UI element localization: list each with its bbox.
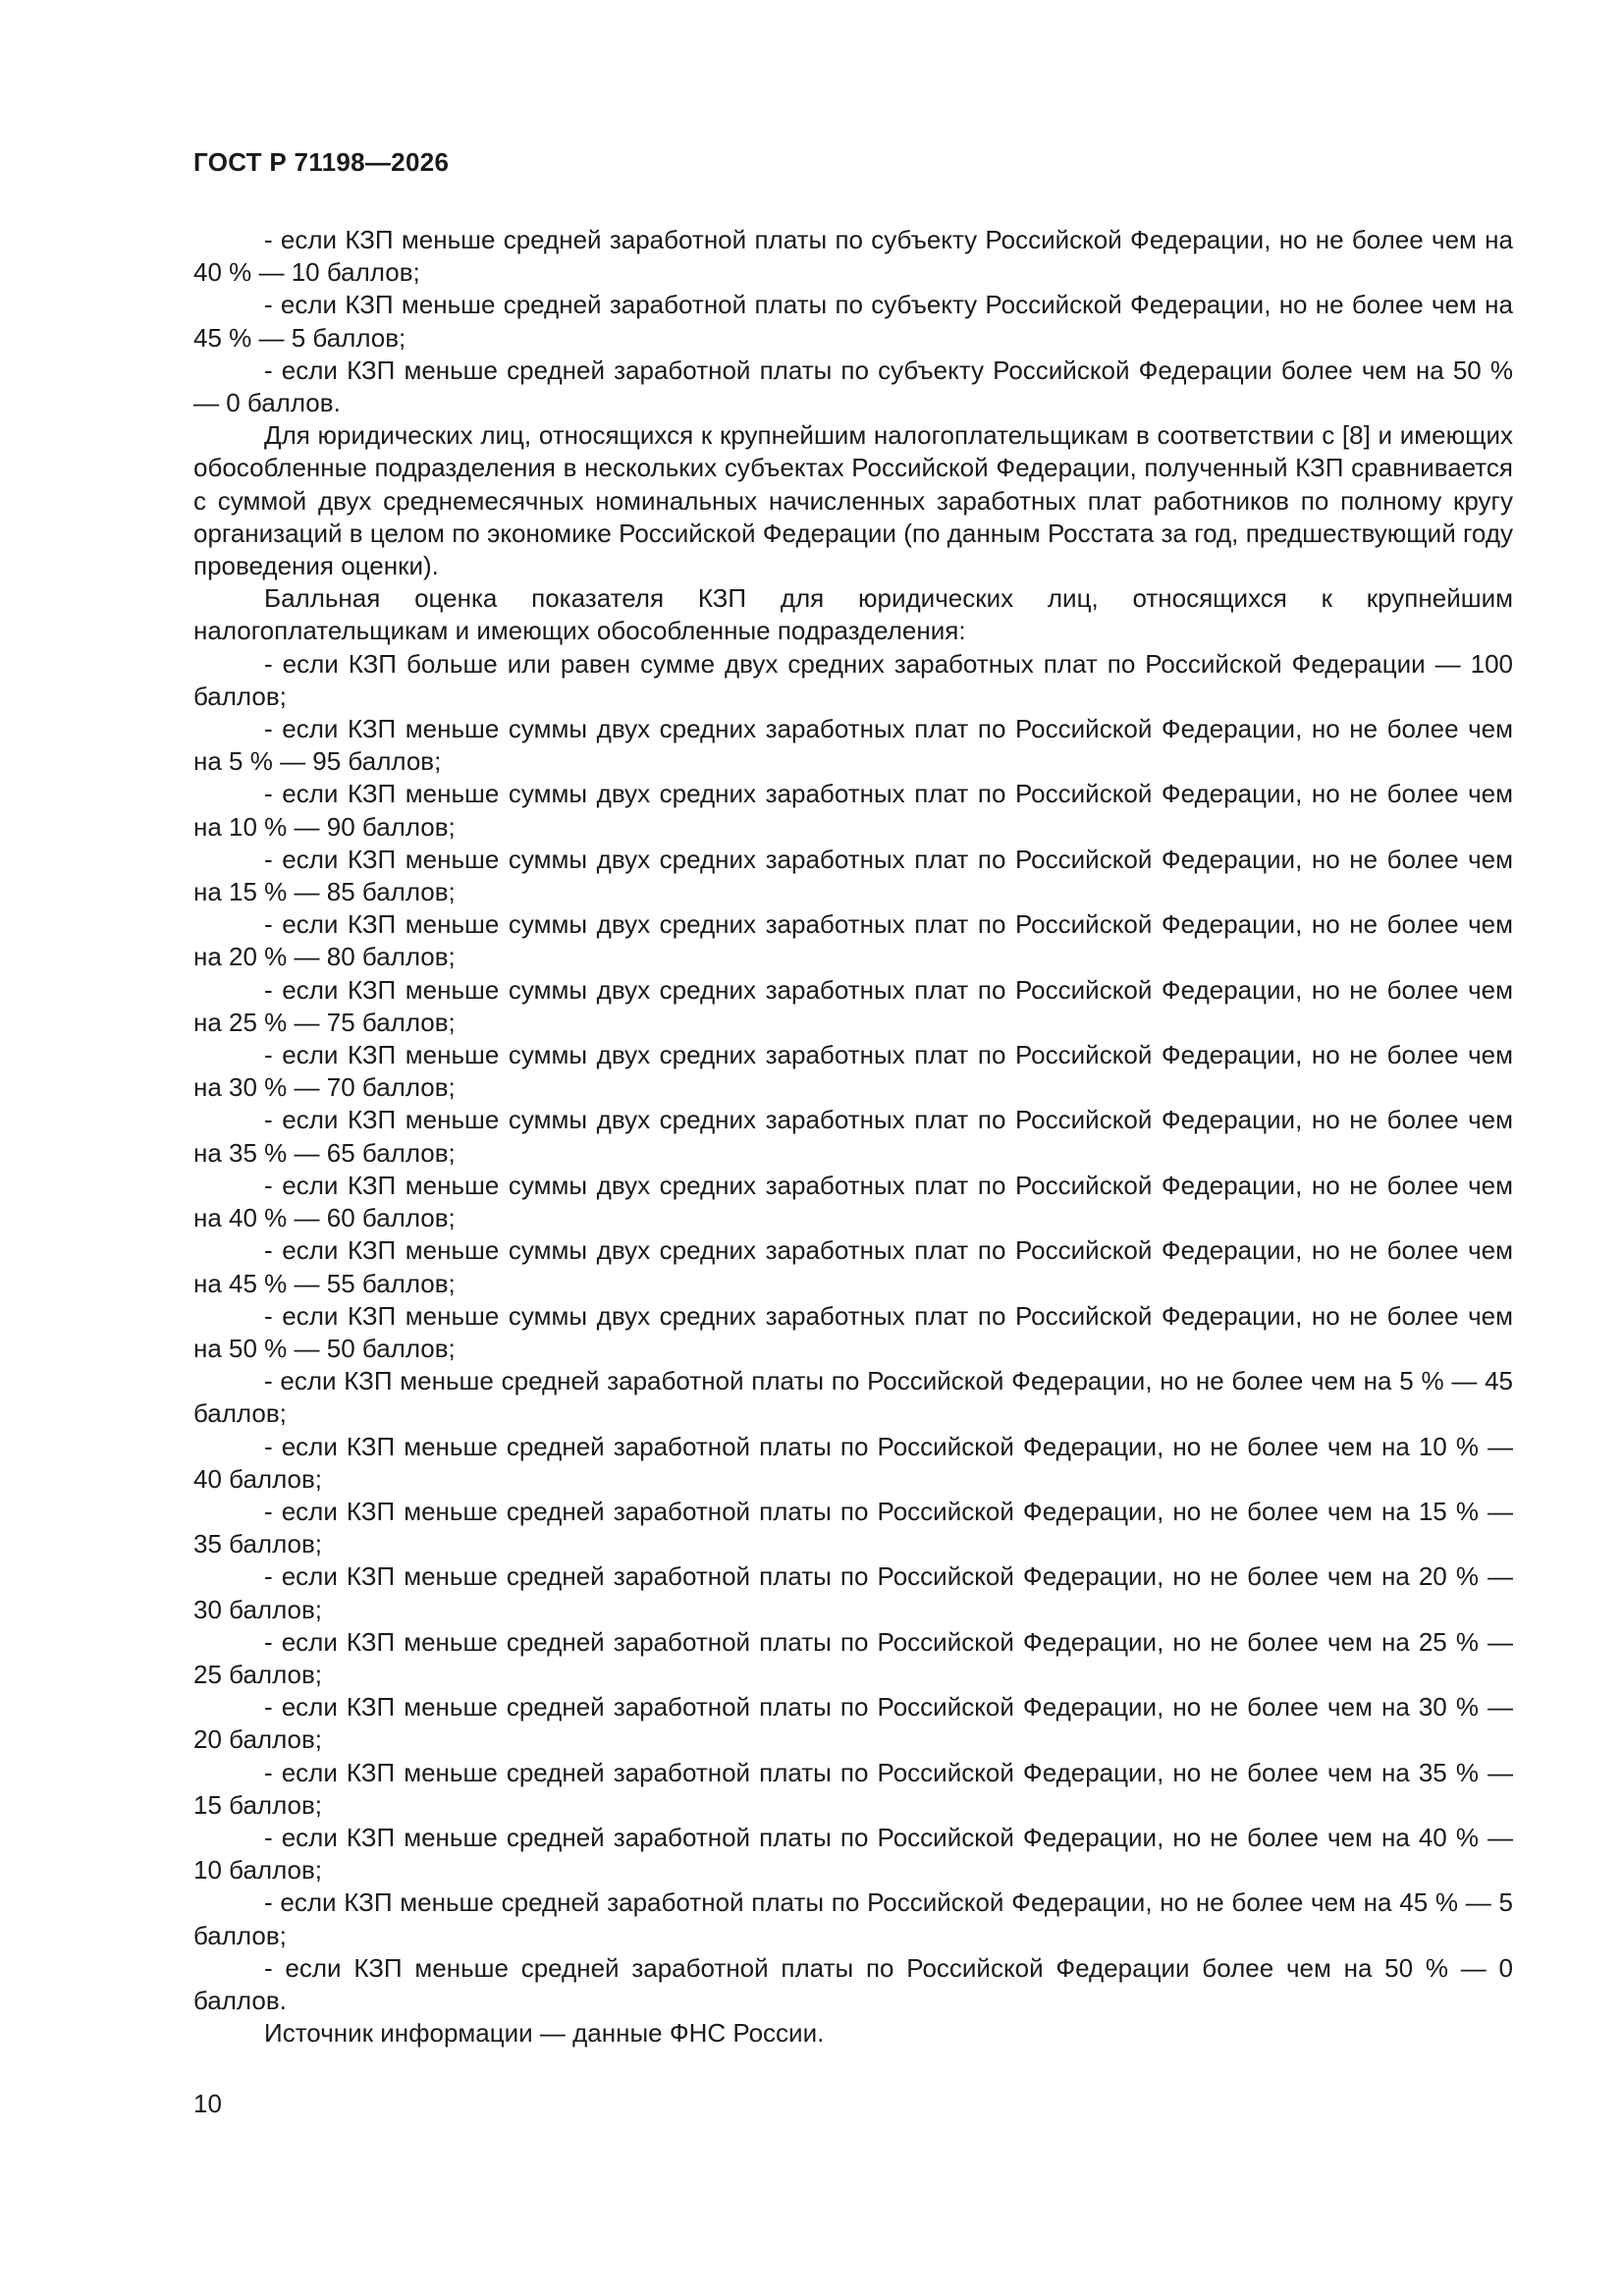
- paragraph: - если КЗП больше или равен сумме двух средних заработных плат по Российской Федерации — 100 баллов;: [193, 648, 1513, 711]
- paragraph: - если КЗП меньше суммы двух средних заработных плат по Российской Федерации, но не более чем на 30 % — 70 баллов;: [193, 1040, 1513, 1103]
- paragraph: - если КЗП меньше средней заработной платы по субъекту Российской Федерации более чем на 50 % — 0 баллов.: [193, 355, 1513, 418]
- paragraph: Для юридических лиц, относящихся к крупнейшим налогоплательщикам в соответствии с [8] и имеющих обособленные подразделения в нескольких субъектах Российской Федерации, полученный КЗП сравнивается с суммой двух среднемесячных номинальных начисленных заработных плат работников по полному кругу организаций в целом по экономике Российской Федерации (по данным Росстата за год, предшествующий году проведения оценки).: [193, 420, 1513, 581]
- paragraph: - если КЗП меньше суммы двух средних заработных плат по Российской Федерации, но не более чем на 40 % — 60 баллов;: [193, 1170, 1513, 1233]
- paragraph: - если КЗП меньше средней заработной платы по Российской Федерации, но не более чем на 45 % — 5 баллов;: [193, 1887, 1513, 1950]
- paragraph: - если КЗП меньше средней заработной платы по Российской Федерации, но не более чем на 5 % — 45 баллов;: [193, 1366, 1513, 1429]
- document-header: ГОСТ Р 71198—2026: [193, 147, 450, 177]
- paragraph: - если КЗП меньше суммы двух средних заработных плат по Российской Федерации, но не более чем на 15 % — 85 баллов;: [193, 844, 1513, 907]
- paragraph: - если КЗП меньше средней заработной платы по Российской Федерации, но не более чем на 20 % — 30 баллов;: [193, 1561, 1513, 1624]
- document-body: [193, 224, 1513, 2050]
- paragraph: - если КЗП меньше средней заработной платы по Российской Федерации, но не более чем на 10 % — 40 баллов;: [193, 1431, 1513, 1494]
- paragraph: - если КЗП меньше средней заработной платы по субъекту Российской Федерации, но не более чем на 45 % — 5 баллов;: [193, 290, 1513, 353]
- paragraph: - если КЗП меньше средней заработной платы по Российской Федерации, но не более чем на 40 % — 10 баллов;: [193, 1822, 1513, 1886]
- paragraph: - если КЗП меньше суммы двух средних заработных плат по Российской Федерации, но не более чем на 10 % — 90 баллов;: [193, 779, 1513, 842]
- paragraph: - если КЗП меньше суммы двух средних заработных плат по Российской Федерации, но не более чем на 45 % — 55 баллов;: [193, 1235, 1513, 1298]
- paragraph: Источник информации — данные ФНС России.: [264, 2018, 825, 2049]
- page-number: 10: [193, 2089, 222, 2118]
- paragraph: - если КЗП меньше средней заработной платы по Российской Федерации, но не более чем на 15 % — 35 баллов;: [193, 1496, 1513, 1559]
- paragraph: - если КЗП меньше средней заработной платы по субъекту Российской Федерации, но не более чем на 40 % — 10 баллов;: [193, 225, 1513, 288]
- paragraph: - если КЗП меньше суммы двух средних заработных плат по Российской Федерации, но не более чем на 50 % — 50 баллов;: [193, 1300, 1513, 1363]
- paragraph: - если КЗП меньше суммы двух средних заработных плат по Российской Федерации, но не более чем на 20 % — 80 баллов;: [193, 909, 1513, 972]
- paragraph: - если КЗП меньше средней заработной платы по Российской Федерации, но не более чем на 35 % — 15 баллов;: [193, 1757, 1513, 1820]
- paragraph: - если КЗП меньше суммы двух средних заработных плат по Российской Федерации, но не более чем на 35 % — 65 баллов;: [193, 1105, 1513, 1168]
- paragraph: - если КЗП меньше средней заработной платы по Российской Федерации более чем на 50 % — 0 баллов.: [193, 1952, 1513, 2015]
- paragraph: - если КЗП меньше средней заработной платы по Российской Федерации, но не более чем на 25 % — 25 баллов;: [193, 1626, 1513, 1689]
- paragraph: - если КЗП меньше средней заработной платы по Российской Федерации, но не более чем на 30 % — 20 баллов;: [193, 1692, 1513, 1755]
- paragraph: - если КЗП меньше суммы двух средних заработных плат по Российской Федерации, но не более чем на 25 % — 75 баллов;: [193, 974, 1513, 1037]
- paragraph: Балльная оценка показателя КЗП для юридических лиц, относящихся к крупнейшим налогоплательщикам и имеющих обособленные подразделения:: [193, 583, 1513, 646]
- paragraph: - если КЗП меньше суммы двух средних заработных плат по Российской Федерации, но не более чем на 5 % — 95 баллов;: [193, 714, 1513, 777]
